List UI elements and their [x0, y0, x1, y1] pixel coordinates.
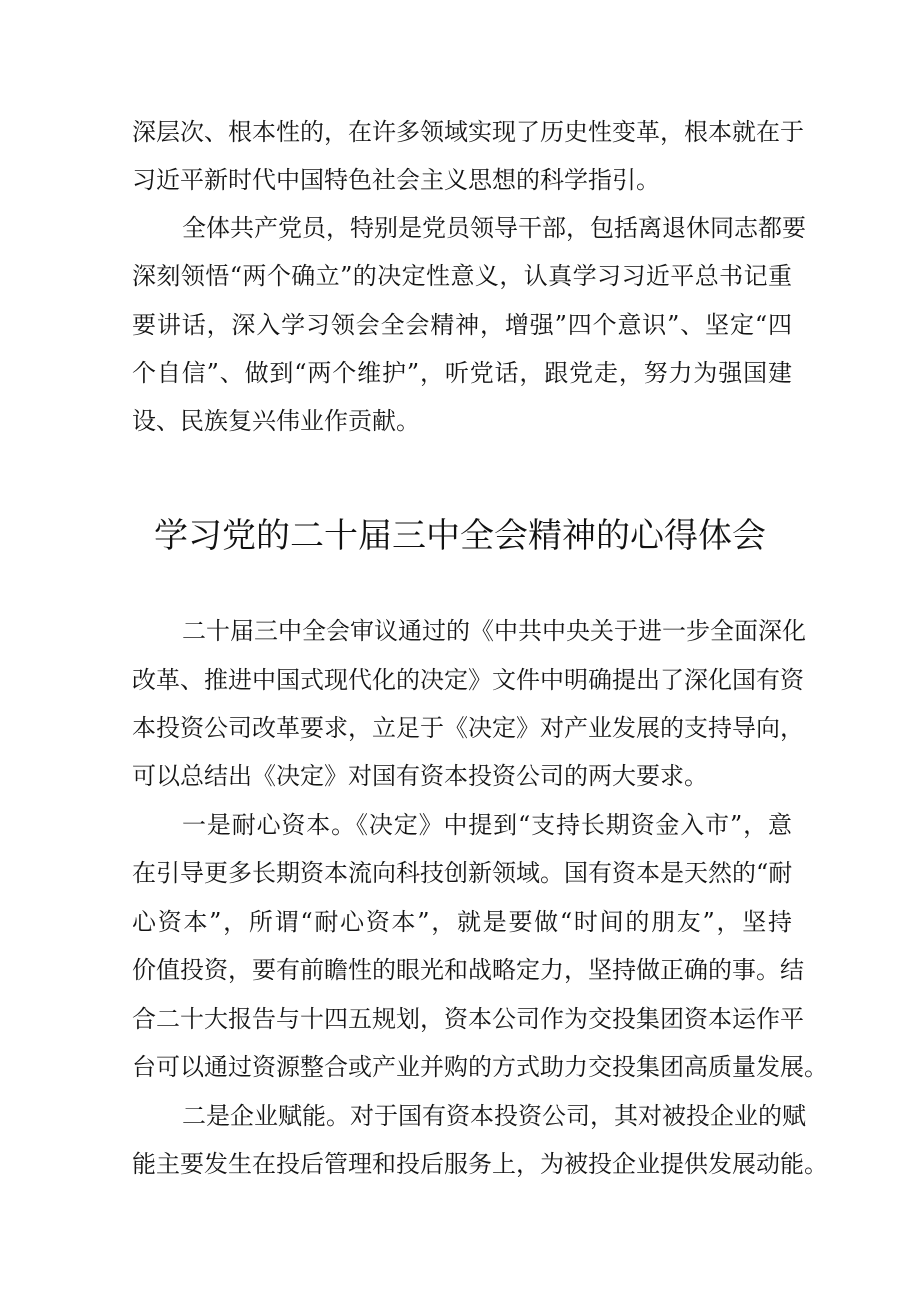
paragraph-line: 改革、推进中国式现代化的决定》文件中明确提出了深化国有资 [132, 666, 804, 694]
paragraph-line: 二十届三中全会审议通过的《中共中央关于进一步全面深化 [182, 617, 806, 645]
paragraph-line: 合二十大报告与十四五规划，资本公司作为交投集团资本运作平 [132, 1005, 804, 1033]
paragraph-line: 一是耐心资本。《决定》中提到“支持长期资金入市”，意 [182, 811, 792, 839]
paragraph-line: 在引导更多长期资本流向科技创新领域。国有资本是天然的“耐 [132, 859, 793, 887]
paragraph-line: 二是企业赋能。对于国有资本投资公司，其对被投企业的赋 [182, 1102, 806, 1130]
paragraph-line: 价值投资，要有前瞻性的眼光和战略定力，坚持做正确的事。结 [132, 956, 804, 984]
paragraph-line: 可以总结出《决定》对国有资本投资公司的两大要求。 [132, 762, 708, 790]
paragraph-line: 个自信”、做到“两个维护”，听党话，跟党走，努力为强国建 [132, 359, 792, 387]
paragraph-line: 设、民族复兴伟业作贡献。 [132, 407, 420, 435]
paragraph-line: 深层次、根本性的，在许多领域实现了历史性变革，根本就在于 [132, 118, 804, 146]
paragraph-line: 习近平新时代中国特色社会主义思想的科学指引。 [132, 166, 660, 194]
paragraph-line: 深刻领悟“两个确立”的决定性意义，认真学习习近平总书记重 [132, 262, 792, 290]
paragraph-line: 要讲话，深入学习领会全会精神，增强”四个意识”、坚定“四 [132, 311, 792, 339]
paragraph-line: 台可以通过资源整合或产业并购的方式助力交投集团高质量发展。 [132, 1053, 828, 1081]
article-title: 学习党的二十届三中全会精神的心得体会 [154, 516, 766, 556]
paragraph-line: 心资本”，所谓“耐心资本”，就是要做“时间的朋友”，坚持 [132, 908, 792, 936]
paragraph-line: 本投资公司改革要求，立足于《决定》对产业发展的支持导向， [132, 714, 804, 742]
paragraph-line: 全体共产党员，特别是党员领导干部，包括离退休同志都要 [182, 214, 806, 242]
paragraph-line: 能主要发生在投后管理和投后服务上，为被投企业提供发展动能。 [132, 1150, 828, 1178]
